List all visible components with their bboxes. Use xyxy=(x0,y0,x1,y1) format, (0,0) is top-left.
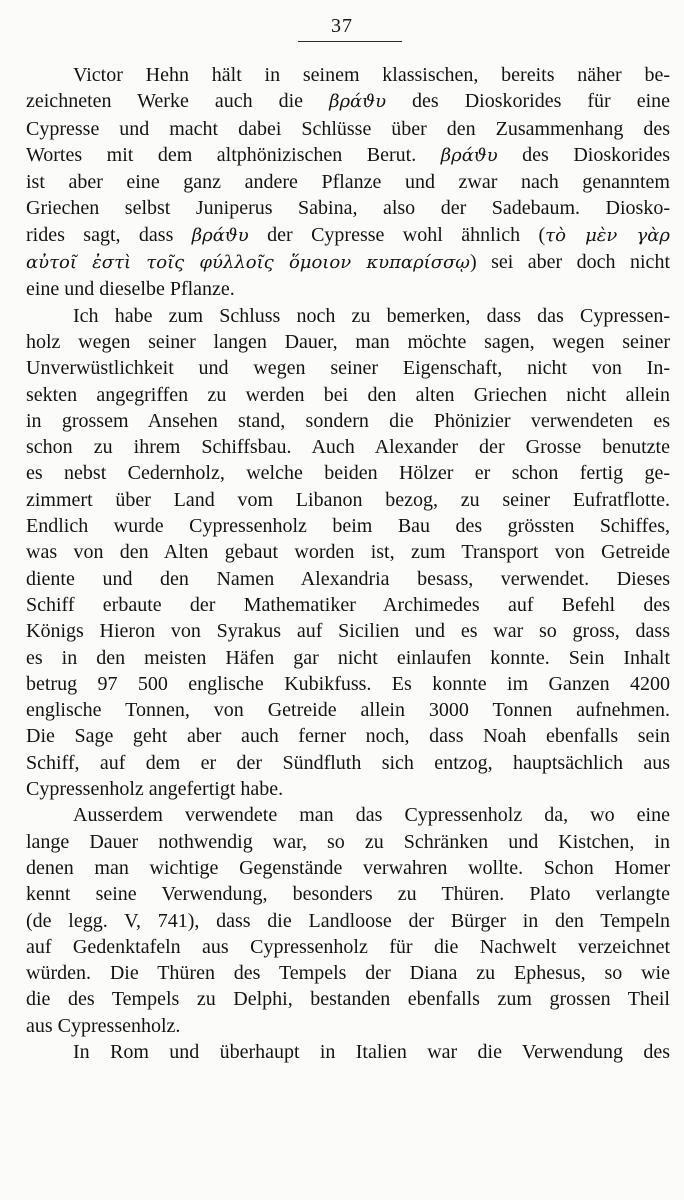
text-run: der Cypresse wohl ähnlich ( xyxy=(248,223,546,246)
greek-term: βράϑυ xyxy=(440,144,498,166)
greek-term: βράϑυ xyxy=(329,91,387,113)
text-line xyxy=(26,566,670,592)
text-run: (de legg. V, 741), dass die Landloose der Bürger in den Tempeln xyxy=(26,909,670,932)
text-line xyxy=(26,881,670,907)
body-text xyxy=(26,62,670,1065)
text-line xyxy=(26,142,670,169)
text-run: Königs Hieron von Syrakus auf Sicilien und es war so gross, dass xyxy=(26,620,670,643)
paragraph xyxy=(26,802,670,1039)
text-line xyxy=(26,116,670,142)
text-line xyxy=(26,487,670,513)
text-line xyxy=(26,408,670,434)
page-number-rule xyxy=(298,41,402,42)
text-run: holz wegen seiner langen Dauer, man möchte sagen, wegen seiner xyxy=(26,330,670,353)
text-run: ist aber eine ganz andere Pflanze und zwar nach genanntem xyxy=(26,171,670,194)
text-line xyxy=(26,249,670,276)
text-run: die des Tempels zu Delphi, bestanden ebenfalls zum grossen Theil xyxy=(26,988,670,1011)
greek-term: βράϑυ xyxy=(191,224,249,246)
text-run: Cypressenholz angefertigt habe. xyxy=(26,778,284,801)
text-line xyxy=(26,539,670,565)
text-line xyxy=(26,908,670,934)
text-line xyxy=(26,592,670,618)
text-line xyxy=(26,802,670,828)
text-line xyxy=(26,829,670,855)
text-run: was von den Alten gebaut worden ist, zum Transport von Getreide xyxy=(26,541,670,564)
text-run: denen man wichtige Gegenstände verwahren wollte. Schon Homer xyxy=(26,856,670,879)
paragraph xyxy=(26,1039,670,1065)
text-line xyxy=(26,434,670,460)
text-run: diente und den Namen Alexandria besass, verwendet. Dieses xyxy=(26,567,670,590)
text-run: Cypresse und macht dabei Schlüsse über den Zusammenhang des xyxy=(26,117,670,140)
text-run: Die Sage geht aber auch ferner noch, dass Noah ebenfalls sein xyxy=(26,725,670,748)
text-line xyxy=(26,195,670,221)
text-run: Ich habe zum Schluss noch zu bemerken, dass das Cypressen- xyxy=(73,304,670,327)
text-run: des Dioskorides für eine xyxy=(386,90,671,113)
text-run: Ausserdem verwendete man das Cypressenholz da, wo eine xyxy=(73,804,670,827)
text-run: Schiff erbaute der Mathematiker Archimedes auf Befehl des xyxy=(26,593,670,616)
text-run: schon zu ihrem Schiffsbau. Auch Alexander der Grosse benutzte xyxy=(26,436,670,459)
text-run: Griechen selbst Juniperus Sabina, also der Sadebaum. Diosko- xyxy=(26,197,670,220)
text-run: In Rom und überhaupt in Italien war die Verwendung des xyxy=(73,1040,670,1063)
greek-term: τὸ μὲν γὰρ xyxy=(545,224,670,246)
text-line xyxy=(26,303,670,329)
text-line xyxy=(26,88,670,115)
text-line xyxy=(26,355,670,381)
text-run: englische Tonnen, von Getreide allein 3000 Tonnen aufnehmen. xyxy=(26,699,670,722)
text-run: Victor Hehn hält in seinem klassischen, bereits näher be- xyxy=(73,64,670,86)
text-run: kennt seine Verwendung, besonders zu Thüren. Plato verlangte xyxy=(26,883,670,906)
text-run: sekten angegriffen zu werden bei den alten Griechen nicht allein xyxy=(26,383,670,406)
text-run: zeichneten Werke auch die xyxy=(26,90,330,113)
page-number: 37 xyxy=(331,15,353,37)
text-run: eine und dieselbe Pflanze. xyxy=(26,278,235,301)
text-run: Wortes mit dem altphönizischen Berut. xyxy=(26,143,441,166)
text-run: es nebst Cedernholz, welche beiden Hölzer er schon fertig ge- xyxy=(26,462,670,485)
text-run: würden. Die Thüren des Tempels der Diana zu Ephesus, so wie xyxy=(26,962,670,985)
text-run: Endlich wurde Cypressenholz beim Bau des grössten Schiffes, xyxy=(26,515,670,538)
text-run: ) sei aber doch nicht xyxy=(469,251,670,274)
text-run: betrug 97 500 englische Kubikfuss. Es konnte im Ganzen 4200 xyxy=(26,672,670,695)
text-line xyxy=(26,776,670,802)
text-run: Schiff, auf dem er der Sündfluth sich entzog, hauptsächlich aus xyxy=(26,751,670,774)
text-line xyxy=(26,329,670,355)
text-run: es in den meisten Häfen gar nicht einlaufen konnte. Sein Inhalt xyxy=(26,646,670,669)
text-line xyxy=(26,382,670,408)
greek-term: αὐτοῖ ἐστὶ τοῖς φύλλοῖς ὅμοιον κυπαρίσσῳ xyxy=(26,252,470,274)
text-run: des Dioskorides xyxy=(497,143,670,166)
text-line xyxy=(26,750,670,776)
text-line xyxy=(26,645,670,671)
text-run: aus Cypressenholz. xyxy=(26,1014,181,1037)
text-line xyxy=(26,62,670,88)
text-line xyxy=(26,460,670,486)
text-line xyxy=(26,1039,670,1065)
text-line xyxy=(26,222,670,249)
text-line xyxy=(26,169,670,195)
text-line xyxy=(26,513,670,539)
paragraph xyxy=(26,303,670,803)
text-line xyxy=(26,1013,670,1039)
text-line xyxy=(26,671,670,697)
text-line xyxy=(26,855,670,881)
text-run: auf Gedenktafeln aus Cypressenholz für die Nachwelt verzeichnet xyxy=(26,935,670,958)
text-line xyxy=(26,723,670,749)
text-run: rides sagt, dass xyxy=(26,223,192,246)
text-run: zimmert über Land vom Libanon bezog, zu seiner Eufratflotte. xyxy=(26,488,670,511)
text-line xyxy=(26,276,670,302)
text-run: lange Dauer nothwendig war, so zu Schränken und Kistchen, in xyxy=(26,830,670,853)
text-line xyxy=(26,960,670,986)
paragraph xyxy=(26,62,670,303)
text-run: in grossem Ansehen stand, sondern die Phönizier verwendeten es xyxy=(26,409,670,432)
text-line xyxy=(26,697,670,723)
text-line xyxy=(26,618,670,644)
text-line xyxy=(26,934,670,960)
text-run: Unverwüstlichkeit und wegen seiner Eigenschaft, nicht von In- xyxy=(26,357,670,380)
text-line xyxy=(26,986,670,1012)
